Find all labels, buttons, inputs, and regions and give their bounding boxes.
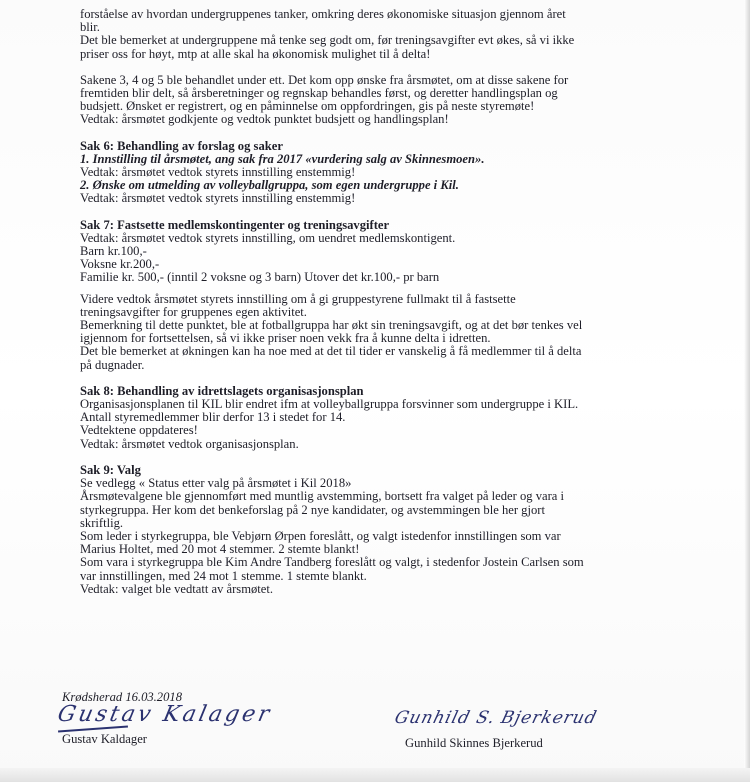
sakene-paragraph <box>80 74 715 127</box>
text-line: Vedtektene oppdateres! <box>80 423 198 438</box>
place-date: Krødsherad 16.03.2018 <box>62 690 182 704</box>
sak6-item-2: 2. Ønske om utmelding av volleyballgruppa, som egen undergruppe i Kil. <box>80 178 459 193</box>
text-line: Barn kr.100,- <box>80 244 147 259</box>
text-line: Se vedlegg « Status etter valg på årsmøtet i Kil 2018» <box>80 476 352 491</box>
sak6-vedtak-2: Vedtak: årsmøtet vedtok styrets innstilling enstemmig! <box>80 191 356 206</box>
sak8-heading: Sak 8: Behandling av idrettslagets organisasjonsplan <box>80 383 364 398</box>
text-line: Vedtak: årsmøtet vedtok styrets innstilling, om uendret medlemskontigent. <box>80 230 456 245</box>
text-line: Det ble bemerket at undergruppene må tenke seg godt om, før treningsavgifter evt økes, så vi ikke <box>80 33 575 48</box>
text-line: treningsavgifter for gruppenes egen aktivitet. <box>80 304 307 319</box>
text-line: var innstillingen, med 24 mot 1 stemme. 1 stemte blankt. <box>80 568 367 583</box>
sak6-item-1: 1. Innstilling til årsmøtet, ang sak fra 2017 «vurdering salg av Skinnesmoen». <box>80 151 485 166</box>
sak8-section <box>80 385 715 451</box>
text-line: blir. <box>80 20 100 35</box>
text-line: Bemerkning til dette punktet, ble at fotballgruppa har økt sin treningsavgift, og at det bør tenkes vel <box>80 318 583 333</box>
signature-right-handwriting: Gunhild S. Bjerkerud <box>392 708 600 728</box>
text-line: Familie kr. 500,- (inntil 2 voksne og 3 barn) Utover det kr.100,- pr barn <box>80 270 440 285</box>
signature-right-name: Gunhild Skinnes Bjerkerud <box>405 736 543 750</box>
intro-paragraph <box>80 8 715 61</box>
text-line: Voksne kr.200,- <box>80 257 160 272</box>
sak6-heading: Sak 6: Behandling av forslag og saker <box>80 138 283 153</box>
text-line: priser oss for høyt, mtp at alle skal ha økonomisk mulighet til å delta! <box>80 46 431 61</box>
page-edge-shadow <box>744 0 750 782</box>
text-line: forståelse av hvordan undergruppenes tanker, omkring deres økonomiske situasjon gjennom året <box>80 7 566 21</box>
text-line: Organisasjonsplanen til KIL blir endret ifm at volleyballgruppa forsvinner som undergruppe i KIL. <box>80 397 579 412</box>
text-line: skriftlig. <box>80 515 124 530</box>
text-line: Sakene 3, 4 og 5 ble behandlet under ett. Det kom opp ønske fra årsmøtet, om at disse sakene for <box>80 72 569 87</box>
text-line: Vedtak: årsmøtet vedtok organisasjonsplan. <box>80 436 299 451</box>
text-line: Vedtak: årsmøtet godkjente og vedtok punktet budsjett og handlingsplan! <box>80 112 449 127</box>
signature-left-handwriting: Gustav Kalager <box>55 702 275 727</box>
page-bottom-shadow <box>0 768 750 782</box>
text-line: Som leder i styrkegruppa, ble Vebjørn Ørpen foreslått, og valgt istedenfor innstillingen som var <box>80 528 561 543</box>
signature-block-right <box>392 708 635 756</box>
text-line: Som vara i styrkegruppa ble Kim Andre Tandberg foreslått og valgt, i stedenfor Jostein Carlsen som <box>80 555 584 570</box>
sak7-section <box>80 219 715 372</box>
sak9-section <box>80 464 715 596</box>
text-line: Vedtak: valget ble vedtatt av årsmøtet. <box>80 581 274 596</box>
text-line: budsjett. Ønsket er registrert, og en påminnelse om oppfordringen, gis på neste styremøte! <box>80 99 535 114</box>
text-line: styrkegruppa. Her kom det benkeforslag på 2 nye kandidater, og avstemmingen ble her gjort <box>80 502 545 517</box>
signature-block-left <box>55 702 298 754</box>
text-line: på dugnader. <box>80 357 145 372</box>
signature-left-name: Gustav Kaldager <box>62 732 147 746</box>
document-body <box>80 8 715 609</box>
sak6-vedtak-1: Vedtak: årsmøtet vedtok styrets innstilling enstemmig! <box>80 165 356 180</box>
sak9-heading: Sak 9: Valg <box>80 462 141 477</box>
text-line: fremtiden blir delt, så årsberetninger og regnskap behandles først, og deretter handlingsplan og <box>80 86 558 101</box>
text-line: Videre vedtok årsmøtet styrets innstilling om å gi gruppestyrene fullmakt til å fastsette <box>80 291 516 306</box>
text-line: Antall styremedlemmer blir derfor 13 i stedet for 14. <box>80 410 346 425</box>
text-line: Marius Holtet, med 20 mot 4 stemmer. 2 stemte blankt! <box>80 542 360 557</box>
sak6-section <box>80 140 715 206</box>
sak7-heading: Sak 7: Fastsette medlemskontingenter og treningsavgifter <box>80 217 390 232</box>
text-line: Årsmøtevalgene ble gjennomført med muntlig avstemming, bortsett fra valget på leder og vara i <box>80 489 565 504</box>
text-line: Det ble bemerket at økningen kan ha noe med at det til tider er vanskelig å få medlemmer til å delta <box>80 344 582 359</box>
text-line: igjennom for fortsettelsen, så vi ikke priser noen vekk fra å kunne delta i idretten. <box>80 331 491 346</box>
